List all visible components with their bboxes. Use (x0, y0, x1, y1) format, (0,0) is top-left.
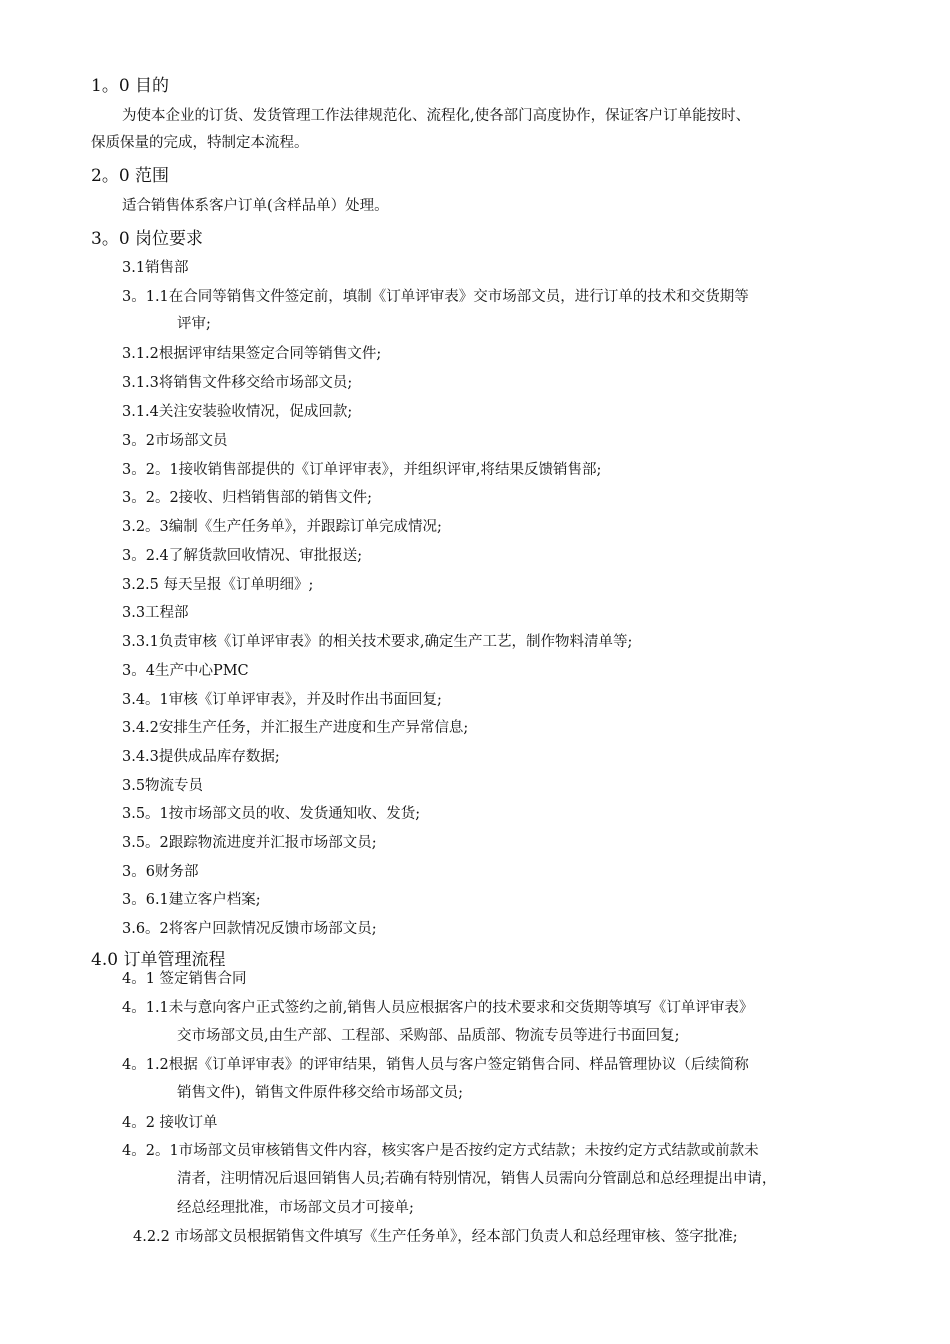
section-1-paragraph-line: 保质保量的完成，特制定本流程。 (91, 135, 309, 151)
list-item-continuation: 交市场部文员,由生产部、工程部、采购部、品质部、物流专员等进行书面回复; (177, 1028, 680, 1044)
list-item: 3。2.4了解货款回收情况、审批报送; (122, 548, 363, 564)
list-item-continuation: 评审; (177, 316, 211, 332)
list-item: 3.5。2跟踪物流进度并汇报市场部文员; (122, 835, 377, 851)
list-item: 3.3.1负责审核《订单评审表》的相关技术要求,确定生产工艺，制作物料清单等; (122, 634, 633, 650)
list-item: 3.4.3提供成品库存数据; (122, 749, 280, 765)
list-item: 3.1.2根据评审结果签定合同等销售文件; (122, 346, 382, 362)
section-3-heading: 3。0 岗位要求 (91, 229, 204, 249)
list-item-continuation: 销售文件)，销售文件原件移交给市场部文员; (177, 1085, 464, 1101)
list-item: 3.4。1审核《订单评审表》，并及时作出书面回复; (122, 692, 442, 708)
list-item: 3.5物流专员 (122, 778, 204, 794)
list-item: 4。1 签定销售合同 (122, 971, 247, 987)
section-2-heading: 2。0 范围 (91, 166, 170, 186)
section-1-heading: 1。0 目的 (91, 76, 170, 96)
list-item: 3。4生产中心PMC (122, 663, 249, 679)
list-item: 4。1.1未与意向客户正式签约之前,销售人员应根据客户的技术要求和交货期等填写《订单评审表》 (122, 1000, 754, 1016)
list-item: 3.2。3编制《生产任务单》，并跟踪订单完成情况; (122, 519, 442, 535)
list-item: 3。2。2接收、归档销售部的销售文件; (122, 490, 373, 506)
section-1-paragraph-line: 为使本企业的订货、发货管理工作法律规范化、流程化,使各部门高度协作，保证客户订单能按时、 (122, 108, 751, 124)
section-2-paragraph-line: 适合销售体系客户订单(含样品单）处理。 (122, 198, 389, 214)
list-item: 4。2 接收订单 (122, 1115, 218, 1131)
section-4-heading: 4.0 订单管理流程 (91, 950, 226, 970)
list-item: 3。6财务部 (122, 864, 199, 880)
list-item: 3。2市场部文员 (122, 433, 228, 449)
list-item: 3.4.2安排生产任务，并汇报生产进度和生产异常信息; (122, 720, 469, 736)
list-item: 3。1.1在合同等销售文件签定前，填制《订单评审表》交市场部文员，进行订单的技术和交货期等 (122, 289, 749, 305)
list-item: 3.5。1按市场部文员的收、发货通知收、发货; (122, 806, 421, 822)
list-item: 3.6。2将客户回款情况反馈市场部文员; (122, 921, 377, 937)
list-item: 4。2。1市场部文员审核销售文件内容，核实客户是否按约定方式结款；未按约定方式结款或前款未 (122, 1143, 759, 1159)
list-item: 3.2.5 每天呈报《订单明细》; (122, 577, 314, 593)
list-item: 3。6.1建立客户档案; (122, 892, 261, 908)
list-item: 3.1.4关注安装验收情况，促成回款; (122, 404, 353, 420)
list-item: 3.1.3将销售文件移交给市场部文员; (122, 375, 353, 391)
list-item: 3.1销售部 (122, 260, 189, 276)
list-item: 4.2.2 市场部文员根据销售文件填写《生产任务单》，经本部门负责人和总经理审核、签字批准; (133, 1229, 738, 1245)
list-item: 3.3工程部 (122, 605, 189, 621)
list-item-continuation: 清者，注明情况后退回销售人员;若确有特别情况，销售人员需向分管副总和总经理提出申请， (177, 1171, 777, 1187)
list-item-continuation: 经总经理批准，市场部文员才可接单; (177, 1200, 414, 1216)
list-item: 3。2。1接收销售部提供的《订单评审表》，并组织评审,将结果反馈销售部; (122, 462, 602, 478)
list-item: 4。1.2根据《订单评审表》的评审结果，销售人员与客户签定销售合同、样品管理协议（后续简称 (122, 1057, 749, 1073)
